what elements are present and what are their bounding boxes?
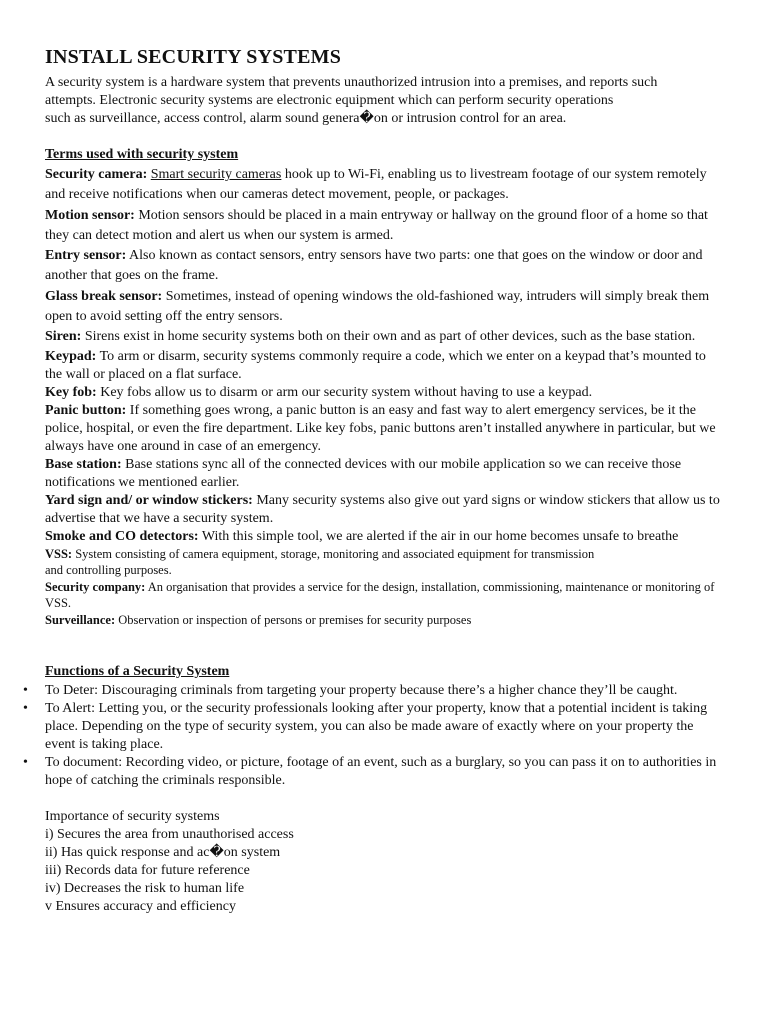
importance-item: v Ensures accuracy and efficiency (45, 899, 236, 915)
term-yard-sign (45, 492, 725, 528)
importance-section (45, 808, 725, 916)
term-keypad (45, 348, 725, 384)
term-text: To arm or disarm, security systems commonly require a code, which we enter on a keypad that’s mounted to the wall or placed on a flat surface. (45, 348, 706, 382)
function-text: To Alert: Letting you, or the security professionals looking after your property, know that a potential incident is taking place. Depending on the type of security system, you can also be made aware of exactly where on your property the event is taking place. (45, 701, 708, 753)
term-panic-button (45, 402, 725, 456)
list-item (23, 754, 725, 790)
term-surveillance (45, 612, 725, 629)
bullet-icon: • (23, 755, 28, 771)
term-text: Sirens exist in home security systems both on their own and as part of other devices, such as the base station. (81, 329, 696, 345)
term-text: An organisation that provides a service for the design, installation, commissioning, maintenance or monitoring of VSS. (45, 579, 715, 611)
term-text: Base stations sync all of the connected devices with our mobile application so we can receive those notifications we mentioned earlier. (45, 456, 682, 490)
term-motion-sensor (45, 206, 725, 247)
importance-heading: Importance of security systems (45, 809, 220, 825)
intro-line: A security system is a hardware system that prevents unauthorized intrusion into a premises, and reports such (45, 75, 658, 90)
term-label: Siren: (45, 329, 82, 345)
term-key-fob (45, 384, 725, 402)
function-text: To Deter: Discouraging criminals from targeting your property because there’s a higher chance they’ll be caught. (45, 683, 678, 699)
term-base-station (45, 456, 725, 492)
term-label: Security camera: (45, 167, 148, 182)
function-text: To document: Recording video, or picture, footage of an event, such as a burglary, so you can pass it on to authorities in hope of catching the criminals responsible. (45, 755, 717, 789)
intro-line: attempts. Electronic security systems are electronic equipment which can perform security operations (45, 93, 614, 108)
term-label: Key fob: (45, 384, 97, 400)
term-label: Entry sensor: (45, 248, 127, 264)
term-label: Security company: (45, 579, 146, 594)
term-siren (45, 327, 725, 347)
smart-cameras-link[interactable]: Smart security cameras (150, 167, 282, 182)
term-security-camera (45, 165, 725, 206)
importance-item: iii) Records data for future reference (45, 863, 250, 879)
term-label: Yard sign and/ or window stickers: (45, 492, 253, 508)
term-text: Key fobs allow us to disarm or arm our security system without having to use a keypad. (96, 384, 593, 400)
list-item (23, 700, 725, 754)
term-label: VSS: (45, 546, 73, 561)
term-entry-sensor (45, 246, 725, 287)
term-label: Motion sensor: (45, 207, 135, 223)
importance-item: iv) Decreases the risk to human life (45, 881, 245, 897)
term-vss (45, 546, 605, 579)
term-text: If something goes wrong, a panic button is an easy and fast way to alert emergency services, be it the police, hospital, or even the fire department. Like key fobs, panic buttons aren’t installed anywhere in particular, but we always have one around in case of an emergency. (45, 402, 716, 454)
term-text: System consisting of camera equipment, storage, monitoring and associated equipment for transmission and controlling purposes. (45, 546, 595, 578)
term-text: With this simple tool, we are alerted if the air in our home becomes unsafe to breathe (198, 528, 679, 544)
term-smoke-detectors (45, 528, 725, 546)
intro-paragraph (45, 74, 725, 128)
importance-item: i) Secures the area from unauthorised access (45, 827, 294, 843)
functions-list (23, 682, 725, 790)
bullet-icon: • (23, 701, 28, 717)
term-label: Glass break sensor: (45, 288, 163, 304)
term-text: Many security systems also give out yard signs or window stickers that allow us to advertise that we have a security system. (45, 492, 720, 526)
term-label: Surveillance: (45, 612, 116, 627)
term-label: Keypad: (45, 348, 97, 364)
term-text: hook up to Wi-Fi, enabling us to livestream footage of our system remotely and receive notifications when our cameras detect movement, people, or packages. (45, 167, 707, 203)
importance-item: ii) Has quick response and ac�on system (45, 845, 281, 861)
intro-line: such as surveillance, access control, alarm sound genera�on or intrusion control for an area. (45, 111, 567, 126)
bullet-icon: • (23, 683, 28, 699)
term-text: Sometimes, instead of opening windows the old-fashioned way, intruders will simply break them open to avoid setting off the entry sensors. (45, 288, 710, 325)
term-glass-break-sensor (45, 287, 725, 328)
document-title: INSTALL SECURITY SYSTEMS (45, 46, 342, 68)
term-text: Also known as contact sensors, entry sensors have two parts: one that goes on the window or door and another that goes on the frame. (45, 248, 703, 284)
term-security-company (45, 579, 725, 612)
term-text: Motion sensors should be placed in a main entryway or hallway on the ground floor of a home so that they can detect motion and alert us when our system is armed. (45, 207, 708, 243)
functions-heading: Functions of a Security System (45, 664, 230, 680)
document-page (23, 44, 725, 916)
term-label: Base station: (45, 456, 122, 472)
terms-heading: Terms used with security system (45, 147, 239, 162)
term-label: Smoke and CO detectors: (45, 528, 199, 544)
term-label: Panic button: (45, 402, 127, 418)
section-spacer (45, 628, 725, 662)
term-text: Observation or inspection of persons or premises for security purposes (115, 612, 472, 627)
list-item (23, 682, 725, 700)
